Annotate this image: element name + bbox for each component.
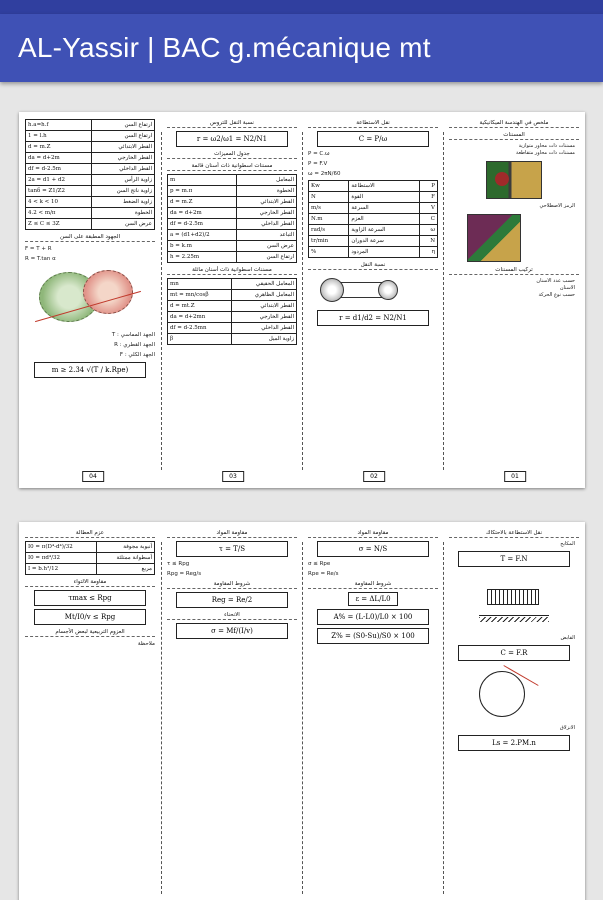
formula-box: ε = ΔL/L0 [348,592,398,606]
table-cell: tr/min [309,236,349,247]
table-row [168,334,297,345]
page-column [165,116,299,484]
formula-box: τ = T/S [176,541,288,557]
table-row [168,197,297,208]
section-title: مقاومة المواد [167,529,297,538]
column-divider [161,542,162,894]
section-title: عزم العطالة [25,529,155,538]
helical-gear-table [167,278,297,345]
table-cell: p = m.π [168,186,237,197]
bullet-item: حسب نوع الحركة [538,292,575,298]
table-cell: N.m [309,214,349,225]
table-row [26,542,155,553]
bullet-item: مسننات ذات محاور متوازية [518,143,575,149]
table-cell: القطر الداخلي [236,219,296,230]
subsection-title: مسننات اسطوانية ذات أسنان قائمة [167,162,297,171]
table-row [168,241,297,252]
section-title: الجهود المطبقة على السن [25,233,155,242]
formula-box: σ = Mf/(I/v) [176,623,288,639]
page-column [306,116,440,484]
bullet-item: مسننات ذات محاور متقاطعة [515,150,575,156]
table-row [168,186,297,197]
table-row [26,186,155,197]
page-column [165,526,299,900]
table-cell: C [420,214,438,225]
table-cell: Kw [309,181,349,192]
table-row [26,164,155,175]
table-row [309,225,438,236]
table-cell: أنبوبة مجوفة [97,542,155,553]
table-row [26,208,155,219]
table-cell: df = d-2.5m [168,219,237,230]
status-bar [0,0,603,14]
table-row [26,142,155,153]
bullet-item: المكابح [560,541,575,547]
section-title: مقاومة الالتواء [25,578,155,587]
formula-box: Mt/I0/v ≤ Rpg [34,609,146,625]
formula-line: σ ≤ Rpe [308,561,331,567]
column-divider [443,542,444,894]
column-divider [161,132,162,470]
table-cell: ارتفاع السن [91,131,154,142]
table-cell: القطر الخارجي [91,153,154,164]
table-cell: ارتفاع السن [236,252,296,263]
formula-line: τ ≤ Rpg [167,561,190,567]
table-cell: 2a = d1 + d2 [26,175,92,186]
table-row [309,192,438,203]
table-cell: rad/s [309,225,349,236]
bullet-item: حسب عدد الأسنان [536,278,575,284]
bullet-item: الانزلاق [559,725,575,731]
table-cell: ω [420,225,438,236]
table-cell: mn [168,279,232,290]
formula-line: ω = 2πN/60 [308,171,341,177]
page-column [306,526,440,900]
formula-line: R = T.tan α [25,256,56,262]
page-number: 02 [363,471,385,482]
table-row [309,247,438,258]
note-line: F : الجهد الكلي [119,352,155,358]
section-title: مقاومة المواد [308,529,438,538]
bullet-item: الرمز الاصطلاحي [539,203,575,209]
section-title: شروط المقاومة [308,580,438,589]
table-row [168,323,297,334]
table-cell: d = mt.Z [168,301,232,312]
subsection-title: تركيب المسننات [449,266,579,275]
table-cell: da = d+2mn [168,312,232,323]
table-row [26,131,155,142]
formula-box: C = F.R [458,645,570,661]
table-cell: القطر الداخلي [91,164,154,175]
table-cell: P [420,181,438,192]
page-column [23,526,157,900]
table-row [309,203,438,214]
table-cell: df = d-2.5m [26,164,92,175]
formula-line: P = F.V [308,161,328,167]
gear-illustration [29,266,151,328]
table-row [168,312,297,323]
document-page-2[interactable] [19,522,585,900]
table-row [26,219,155,230]
formula-box: m ≥ 2.34 √(T / k.Rpe) [34,362,146,378]
page-number: 03 [222,471,244,482]
section-title: ملخص في الهندسة الميكانيكية [449,119,579,128]
bullet-item: الأسنان [559,285,575,291]
table-cell: زاوية الميل [232,334,297,345]
table-row [168,252,297,263]
formula-line: Rpe = Re/s [308,571,339,577]
section-title: جدول المميزات [167,150,297,159]
table-row [26,553,155,564]
table-cell: المعامل الظاهري [232,290,297,301]
column-divider [443,132,444,470]
table-row [309,181,438,192]
table-cell: زاوية ناتج السن [91,186,154,197]
wheel-diagram [449,665,579,721]
table-row [309,214,438,225]
page-column [447,526,581,900]
table-cell: عرض السن [236,241,296,252]
section-title: الانحناء [167,611,297,620]
subsection-title: المسننات [449,131,579,140]
formula-box: Reg = Re/2 [176,592,288,608]
app-title: AL-Yassir | BAC g.mécanique mt [18,32,431,63]
table-cell: a = (d1+d2)/2 [168,230,237,241]
formula-box: A% = (L-L0)/L0 × 100 [317,609,429,625]
table-cell: β [168,334,232,345]
table-cell: سرعة الدوران [349,236,420,247]
column-divider [302,542,303,894]
pulley-illustration [308,274,438,306]
section-title: العزوم التربيعية لبعض الأجسام [25,628,155,637]
note-line: T : الجهد المماسي [111,332,155,338]
table-row [168,219,297,230]
table-row [168,279,297,290]
document-page-1[interactable] [19,112,585,488]
table-cell: التباعد [236,230,296,241]
units-table [308,180,438,258]
table-cell: زاوية الضغط [91,197,154,208]
table-cell: m [168,175,237,186]
page-number: 01 [504,471,526,482]
table-cell: المعامل [236,175,296,186]
table-row [168,175,297,186]
note-line: ملاحظة [137,641,155,647]
spur-gear-table [167,174,297,263]
formula-box: C = P/ω [317,131,429,147]
table-cell: I0 = π(D⁴-d⁴)/32 [26,542,97,553]
table-cell: ارتفاع السن [91,120,154,131]
table-cell: القطر الخارجي [232,312,297,323]
table-cell: I = b.h³/12 [26,564,97,575]
table-cell: القطر الخارجي [236,208,296,219]
inertia-table [25,541,155,575]
table-cell: القطر الابتدائي [236,197,296,208]
table-cell: Z ≤ C ≤ 3Z [26,219,92,230]
table-cell: % [309,247,349,258]
table-cell: الخطوة [236,186,296,197]
table-cell: N [420,236,438,247]
subsection-title: مسننات اسطوانية ذات أسنان مائلة [167,266,297,275]
table-cell: m/s [309,203,349,214]
gear-photo [486,161,542,199]
formula-box: τmax ≤ Rpg [34,590,146,606]
gear-formula-table [25,119,155,230]
table-cell: F [420,192,438,203]
page-number: 04 [82,471,104,482]
table-cell: المعامل الحقيقي [232,279,297,290]
table-cell: η [420,247,438,258]
table-cell: 4.2 < m/π [26,208,92,219]
formula-box: Z% = (S0-Su)/S0 × 100 [317,628,429,644]
table-cell: I0 = πd⁴/32 [26,553,97,564]
table-cell: السرعة [349,203,420,214]
table-cell: df = d-2.5mn [168,323,232,334]
section-title: شروط المقاومة [167,580,297,589]
section-title: نقل الاستطاعة بالاحتكاك [449,529,579,538]
section-title: نقل الاستطاعة [308,119,438,128]
table-cell: 1 = l.h [26,131,92,142]
table-row [26,175,155,186]
table-cell: عرض السن [91,219,154,230]
table-cell: h.a=h.f [26,120,92,131]
table-cell: المردود [349,247,420,258]
table-row [168,301,297,312]
table-row [168,290,297,301]
table-cell: tanδ = Z1/Z2 [26,186,92,197]
table-cell: da = d+2m [26,153,92,164]
column-divider [302,132,303,470]
formula-line: F = T + R [25,246,52,252]
table-cell: d = m.Z [168,197,237,208]
table-cell: N [309,192,349,203]
table-cell: الاستطاعة [349,181,420,192]
bullet-item: القابض [560,635,575,641]
page-column [447,116,581,484]
table-cell: زاوية الرأس [91,175,154,186]
table-row [168,230,297,241]
table-row [26,564,155,575]
table-row [26,120,155,131]
section-title: نسبة النقل [308,261,438,270]
document-viewer[interactable] [0,82,603,900]
table-cell: العزم [349,214,420,225]
page-column [23,116,157,484]
app-bar [0,14,603,82]
table-cell: da = d+2m [168,208,237,219]
table-cell: القطر الابتدائي [91,142,154,153]
table-cell: القطر الابتدائي [232,301,297,312]
table-cell: h = 2.25m [168,252,237,263]
table-cell: الخطوة [91,208,154,219]
section-title: نسبة النقل للتروس [167,119,297,128]
table-cell: أسطوانة ممتلئة [97,553,155,564]
formula-box: r = d1/d2 = N2/N1 [317,310,429,326]
formula-line: Rpg = Reg/s [167,571,202,577]
spring-diagram [449,571,579,631]
table-cell: السرعة الزاوية [349,225,420,236]
formula-box: σ = N/S [317,541,429,557]
note-line: R : الجهد القطري [114,342,155,348]
table-cell: 4 < k < 10 [26,197,92,208]
table-row [26,197,155,208]
bevel-gear-photo [467,214,521,262]
table-row [26,153,155,164]
table-cell: القوة [349,192,420,203]
table-cell: مربع [97,564,155,575]
table-cell: القطر الداخلي [232,323,297,334]
table-cell: mt = mn/cosβ [168,290,232,301]
formula-box: Ls = 2.PM.n [458,735,570,751]
table-row [309,236,438,247]
table-cell: V [420,203,438,214]
table-row [168,208,297,219]
table-cell: d = m.Z [26,142,92,153]
table-cell: b = k.m [168,241,237,252]
formula-line: P = C.ω [308,151,330,157]
formula-box: r = ω2/ω1 = N2/N1 [176,131,288,147]
formula-box: T = F.N [458,551,570,567]
